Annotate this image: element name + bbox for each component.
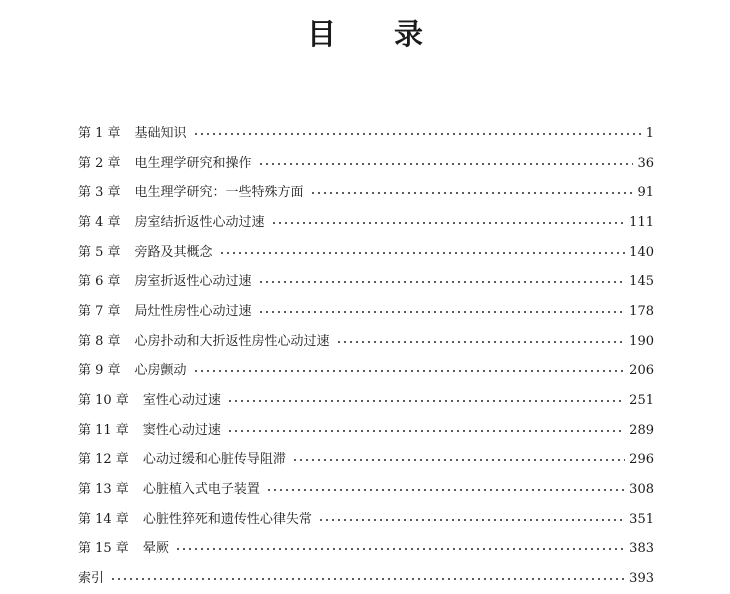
chapter-title[interactable]: 心房颤动	[134, 363, 187, 379]
toc-entry-chapter-6[interactable]	[78, 267, 654, 297]
toc-entry-chapter-15[interactable]	[78, 535, 654, 565]
dot-leader	[110, 578, 625, 580]
chapter-title[interactable]: 心动过缓和心脏传导阻滞	[142, 452, 286, 468]
chapter-label: 第 9 章	[78, 363, 121, 379]
chapter-label: 第 12 章	[78, 452, 129, 468]
page-number: 206	[629, 363, 654, 379]
dot-leader	[193, 133, 642, 135]
toc-entry-chapter-9[interactable]	[78, 357, 654, 387]
chapter-label: 第 6 章	[78, 274, 121, 290]
chapter-label: 第 8 章	[78, 333, 121, 349]
chapter-label: 第 4 章	[78, 214, 121, 230]
dot-leader	[292, 459, 625, 461]
dot-leader	[318, 519, 625, 521]
chapter-title[interactable]: 晕厥	[142, 541, 169, 557]
dot-leader	[227, 430, 625, 432]
toc-entry-chapter-4[interactable]	[78, 208, 654, 238]
toc-entry-chapter-1[interactable]	[78, 119, 654, 149]
chapter-title[interactable]: 室性心动过速	[142, 393, 221, 409]
chapter-label: 第 13 章	[78, 482, 129, 498]
page-number: 36	[637, 155, 654, 171]
dot-leader	[227, 400, 625, 402]
toc-entry-chapter-13[interactable]	[78, 475, 654, 505]
dot-leader	[336, 341, 626, 343]
toc-entry-index[interactable]	[78, 564, 654, 594]
page-number: 383	[629, 541, 654, 557]
chapter-title[interactable]: 房室结折返性心动过速	[134, 214, 265, 230]
chapter-title[interactable]: 旁路及其概念	[134, 244, 213, 260]
dot-leader	[175, 548, 625, 550]
chapter-title[interactable]: 房室折返性心动过速	[134, 274, 252, 290]
page-number: 190	[629, 333, 654, 349]
dot-leader	[258, 311, 626, 313]
toc-entry-chapter-2[interactable]	[78, 149, 654, 179]
page-number: 308	[629, 482, 654, 498]
chapter-label: 第 15 章	[78, 541, 129, 557]
page-number: 296	[629, 452, 654, 468]
toc-entry-chapter-5[interactable]	[78, 238, 654, 268]
chapter-title[interactable]: 心脏性猝死和遗传性心律失常	[142, 511, 312, 527]
page-number: 111	[629, 214, 654, 230]
page-number: 91	[637, 185, 654, 201]
chapter-title[interactable]: 心脏植入式电子装置	[142, 482, 260, 498]
toc-entry-chapter-12[interactable]	[78, 446, 654, 476]
chapter-title[interactable]: 索引	[78, 571, 105, 587]
dot-leader	[258, 281, 626, 283]
toc-entry-chapter-3[interactable]	[78, 178, 654, 208]
page-number: 1	[645, 125, 654, 141]
page-number: 289	[629, 422, 654, 438]
chapter-label: 第 14 章	[78, 511, 129, 527]
page-number: 351	[629, 511, 654, 527]
page-number: 140	[629, 244, 654, 260]
toc-entry-chapter-11[interactable]	[78, 416, 654, 446]
dot-leader	[266, 489, 625, 491]
chapter-title[interactable]: 基础知识	[134, 125, 187, 141]
page-number: 393	[629, 571, 654, 587]
chapter-title[interactable]: 窦性心动过速	[142, 422, 221, 438]
chapter-label: 第 11 章	[78, 422, 129, 438]
chapter-title[interactable]: 心房扑动和大折返性房性心动过速	[134, 333, 330, 349]
page-number: 251	[629, 393, 654, 409]
dot-leader	[219, 252, 626, 254]
chapter-label: 第 7 章	[78, 303, 121, 319]
dot-leader	[271, 222, 626, 224]
page-number: 145	[629, 274, 654, 290]
dot-leader	[193, 370, 626, 372]
toc-entry-chapter-10[interactable]	[78, 386, 654, 416]
chapter-label: 第 3 章	[78, 185, 121, 201]
toc-entry-chapter-7[interactable]	[78, 297, 654, 327]
page-number: 178	[629, 303, 654, 319]
dot-leader	[258, 163, 634, 165]
table-of-contents	[78, 119, 654, 594]
dot-leader	[310, 192, 634, 194]
chapter-label: 第 1 章	[78, 125, 121, 141]
toc-entry-chapter-14[interactable]	[78, 505, 654, 535]
chapter-title[interactable]: 电生理学研究和操作	[134, 155, 252, 171]
toc-entry-chapter-8[interactable]	[78, 327, 654, 357]
chapter-label: 第 5 章	[78, 244, 121, 260]
chapter-title[interactable]: 局灶性房性心动过速	[134, 303, 252, 319]
chapter-label: 第 2 章	[78, 155, 121, 171]
chapter-title[interactable]: 电生理学研究：一些特殊方面	[134, 185, 304, 201]
chapter-label: 第 10 章	[78, 393, 129, 409]
page-title: 目 录	[306, 17, 448, 51]
